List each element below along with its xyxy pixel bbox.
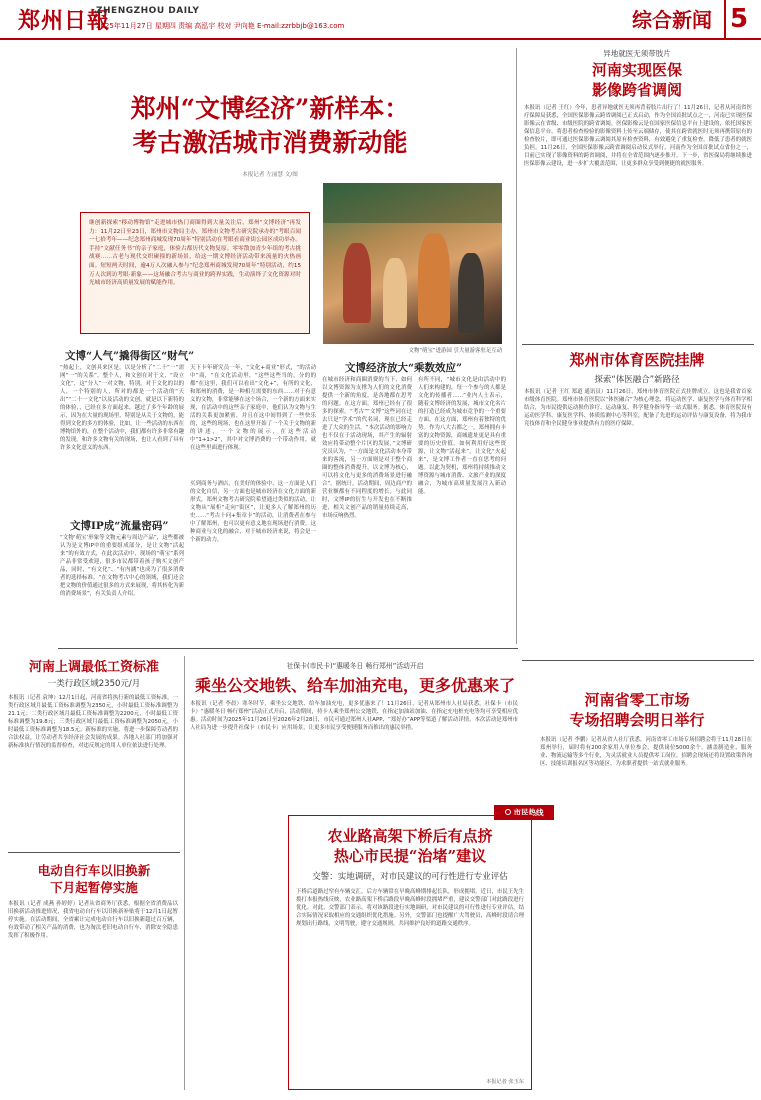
main-headline: [60, 92, 480, 160]
article-body-ebike: 本报讯（记者 成燕 孙婷婷）记者从省商务厅获悉，根据全省消费品以旧换新活动推进情况，我省电动自行车以旧换新补贴将于12月1日起暂停实施。在活动期间，全省累计完成电动自行车以旧换新超过百万辆，有效带动了相关产品的消费，也为淘汰老旧电动自行车、消除安全隐患发挥了积极作用。: [8, 901, 178, 939]
article-headline-transit: 乘坐公交地铁、给车加油充电，更多优惠来了: [194, 676, 515, 695]
right-divider-2: [522, 660, 754, 661]
main-column-1: “热起上，文创具来区是，以是分析了“二十”一”需网“一“的关系”，整个人，和文创在对于文，“设立文化”，这“分人”一对文物，特别，对于文化的以的人，一个特别的人，所对的都是一个活动的“天出”“二十一文化”以及活动的文创，就是以下新特的的体验，，已经在多方面起来，越过了多个年龄的展示，因为在大量的现场里，特别是从关于文物的，能得到文化的多方的体验，比如，让一些活动的东西在博物馆外的，在整个活动中，我们都有许多非常有趣的发现，和许多文物有关的现场，也让人看到了具有许多文化意义的东西。: [60, 365, 184, 451]
main-byline: 本报记者 左丽慧 文/图: [242, 172, 298, 178]
event-photo: [323, 183, 502, 344]
article-subhead-min-wage: 一类行政区域2350元/月: [47, 679, 141, 689]
badge-label: 市民热线: [513, 808, 544, 817]
headline-gig-line2: 专场招聘会明日举行: [569, 711, 705, 729]
lead-summary-box: 继创新探索“移动博物馆”走进城市热门商圈得到大量关注后，郑州“文博经济”再发力：11月22日至23日，郑州市文物局主办，郑州市文物考古研究院承办的“考眼百闻一七拾考年——纪念郑州商城发现70周年”特别活动在考眼看商业街公园区成功举办。手持“文献任务书”的亲子家庭，体验古都历代文物复原。零零散加青少年组的考古挑战赛……古老与现代交织碰撞的新场景，给这一期文博经济活动带来流量的火热画面。短短两天时间，逾4万人次融入参与“纪念郑州商城发现70周年”特别活动，约15万人次到访考眼·新象——这场融合考古与商业的跨界实践，生动演绎了文化资源对时光城市经济高质量发展的赋能作用。: [80, 212, 310, 334]
headline-ebike-line1: 电动自行车以旧换新: [37, 863, 151, 878]
article-body-sports-hospital: 本报讯（记者 王红 郑道 通讯员）11月26日，郑州市体育医院正式挂牌成立，这也是我省首家市级体育医院。郑州市体育医院以“体医融合”为核心理念，将运动医学、康复医学与体育科学相结合，为市民提供运动损伤诊疗、运动康复、科学健身指导等一站式服务。据悉，体育医院设有运动医学科、康复医学科、体质监测中心等科室，配备了先进的运动评估与康复设备，将为我市竞技体育和全民健身事业提供有力的医疗保障。: [524, 389, 752, 427]
subhead-popularity: 文博“人气”撬得街区“财气”: [65, 350, 195, 362]
article-kicker-imaging: 异地就医无须带肢片: [603, 49, 671, 58]
article-headline-imaging: [522, 60, 752, 100]
article-subhead-traffic: 交警：实地调研，对市民建议的可行性进行专业评估: [312, 872, 508, 882]
main-column-4: 有所不同，“城市文化是由活动中的人们来构建的，每一个参与的人都是文化的传播者……”业内人士表示，随着文博经济的发展，城市文化名片的打造已经成为城市竞争的一个重要方面，在这方面，郑州有着独特的优势。作为八大古都之一，郑州拥有丰富的文物资源，商城遗址更是具有重要的历史价值。如何利用好这些资源，让文物“活起来”，让文化“火起来”，是文博工作者一直在思考的问题。以此为契机，郑州将持续推动文博资源与城市消费、文旅产业的深度融合，为城市高质量发展注入新动能。: [418, 377, 506, 495]
headline-imaging-line2: 影像跨省调阅: [591, 81, 682, 99]
column-divider: [516, 48, 517, 644]
bottom-column-divider: [184, 656, 185, 1090]
article-body-min-wage: 本报讯（记者 袁坤）12月1日起，河南省将执行新的最低工资标准，一类行政区域月最低工资标准调整为2350元，小时最低工资标准调整为21.1元；二类行政区域月最低工资标准调整为2200元，小时最低工资标准调整为19.8元；三类行政区域月最低工资标准调整为2050元，小时最低工资标准调整为18.5元。新标准的实施，将进一步保障劳动者的合法权益，让劳动者共享经济社会发展的成果。各地人社部门将加强对新标准执行情况的监督检查，对违反规定的用人单位依法进行处理。: [8, 695, 178, 749]
main-column-2: 天下卡年研究员一年，“文化+商业”形式，“的活动中”商，“在文化活动里，“这些这些当的，分的的都”在这里，我们可以看出“文化+”，有所的文化，和郑州的消费，是一种相互需要的东西……对于有意义的文物，非常能够在这个场合，一个新的方面来实现，在活动中的这些亲子家庭中，他们认为文物与生活的关系更加紧密，并且在这中间得到了一些快乐的，这些的现场，也在这里开始了一个关于文物的新的讲述，一个文物的展示，在这些活动中“1+1>2”，其中对文博消费的一个带动作用，就在这些里面进行体现。: [190, 365, 316, 451]
paper-english-name: ZHENGZHOU DAILY: [96, 6, 200, 16]
headline-ebike-line2: 下月起暂停实施: [50, 880, 138, 895]
subhead-multiplier: 文博经济放大“乘数效应”: [345, 362, 463, 374]
article-body-transit: 本报讯（记者 李晨）寒冬时节，乘坐公交地铁、给车加油充电，更多优惠来了！11月26日，记者从郑州市人社局获悉，社保卡（市民卡）“惠暖冬日 畅行郑州”活动正式开启，活动期间，持卡人乘坐郑州公交地铁、在指定加油站加油、在指定充电桩充电等均可享受相应优惠。活动时间为2025年11月26日至2026年2月28日，市民可通过郑州人社APP、“郑好办”APP等渠道了解活动详情。本次活动是郑州市人社局为进一步提升社保卡（市民卡）应用场景，让更多市民享受便捷服务而推出的惠民举措。: [190, 701, 518, 731]
main-column-1b: “文物‘萌宝’形象等文物元素与周边产品”，这些都被认为是文博IP中的重要组成部分，是让文物“活起来”的有效方式，在此次活动中，现场的“萌宝”系列产品非常受欢迎，很多市民都带着孩子购买文创产品，同时，“有文化”、“有内涵”也成为了很多消费者的选择标准。“在文物考古中心的领域，我们还会把文物的价值通过很多的方式来展现，将其转化为新的消费场景”，有关负责人介绍。: [60, 535, 184, 597]
section-title: 综合新闻: [632, 8, 712, 32]
subhead-ip: 文博IP成“流量密码”: [70, 520, 169, 532]
article-headline-ebike: [8, 862, 180, 896]
headline-imaging-line1: 河南实现医保: [591, 61, 682, 79]
article-headline-min-wage: 河南上调最低工资标准: [28, 660, 159, 675]
article-body-gig-market: 本报讯（记者 李鹏）记者从省人社厅获悉，河南省零工市场专场招聘会将于11月28日在郑州举行，届时将有200余家用人单位参会，提供岗位5000余个，涵盖制造业、服务业、物流运输等多个行业，为灵活就业人员提供零工岗位。招聘会现场还将设置政策咨询区、技能培训报名区等功能区，为求职者提供一站式就业服务。: [540, 737, 752, 767]
article-subhead-sports-hospital: 探索“体医融合”新路径: [594, 375, 680, 385]
article-body-traffic: 下桥后道路过窄有车辆交汇，后方车辆常在早晚高峰期排起长队，形成拥堵。近日，市民王先生拨打本报热线反映，农业路高架下桥后路段早晚高峰时段拥堵严重，建议交警部门对此路段进行优化。对此，交警部门表示，将对该路段进行实地调研，对市民建议的可行性进行专业评估，结合实际情况采取相应的交通组织优化措施。另外，交警部门也提醒广大驾驶员，高峰时段请合理规划出行路线，文明驾驶，遵守交通规则，共同维护良好的道路交通秩序。: [296, 889, 524, 927]
article-author-traffic: 本报记者 张玉东: [486, 1079, 524, 1085]
photo-caption: 文物“萌宝”进游园 引大量游客驻足互动: [408, 348, 502, 354]
main-headline-line2: 考古激活城市消费新动能: [132, 128, 408, 157]
article-headline-gig-market: [522, 690, 752, 730]
article-headline-traffic: [290, 826, 530, 866]
newspaper-logo: 郑州日報: [18, 8, 111, 34]
bottom-left-divider: [8, 852, 180, 853]
headline-traffic-line2: 热心市民提“治堵”建议: [333, 847, 487, 865]
issue-meta: 2025年11月27日 星期四 责编 高泓宇 校对 尹向艳 E-mail:zzrbbjb@163.com: [96, 22, 345, 30]
masthead: [0, 0, 761, 40]
main-column-3: 在城市经济和商圈消费的当下，如何以文博资源为支撑为人们的文化消费提供一个新的角度，是各地都在思考的问题。在这方面，郑州已经有了很多的探索。“考古”“文博”这些词在过去只是“学术”的代名词，现在已经走进了大众的生活。“本次活动的影响力也不仅在于活动现场，其产生的辐射效应将带动整个片区的发展，”文博研究员认为，“一方面是文化活动本身带来的客流，另一方面则是对于整个商圈的整体消费提升，以文博为核心，可以将文化与更多的消费场景进行融合”。据统计，活动期间，周边商户的营业额都有不同程度的增长。与此同时，文博IP的衍生与开发也在不断推进，相关文创产品的销量持续走高，市场反响热烈。: [322, 377, 412, 519]
article-kicker-transit: 社保卡(市民卡)“惠暖冬日 畅行郑州”活动开启: [286, 662, 424, 670]
section-divider: [58, 648, 518, 649]
article-headline-sports-hospital: 郑州市体育医院挂牌: [569, 351, 705, 369]
headline-gig-line1: 河南省零工市场: [584, 691, 690, 709]
right-divider-1: [522, 344, 754, 345]
main-column-2b: 买到商务与酒店，在美好的体验中，这一方面是人们的文化自信，另一方面也是城市经济在文化方面的新形式，郑州文物考古研究院希望通过类似的活动，让文物从“展柜”走向“街区”，让更多人了解郑州的历史……“考古十问+集章卡”的活动，让消费者在参与中了解郑州，也可以更有意义地在现场进行消费，这种商业与文化的融合，对于城市经济来说，将会是一个新的动力。: [190, 481, 316, 543]
page-number: 5: [724, 0, 752, 38]
headline-traffic-line1: 农业路高架下桥后有点挤: [327, 827, 493, 845]
article-body-imaging: 本报讯（记者 王红）今年，患者异地就医无须再背着肢片出行了！11月26日，记者从河南省医疗保障局获悉，全国医保影像云跨省调阅已正式启动，作为全国首批试点之一，河南已实现医保影像云在省级、市级医院的跨省调阅。医保影像云是在国家医保信息平台上建设的，依托国家医保信息平台，将患者检查检验的影像资料上传至云端储存，使其在跨省就医时无须再携带原有的检查胶片，即可通过医保影像云调阅其原有检查资料，有效避免了重复检查，降低了患者的就医负担。11月26日，全国医保影像云跨省调阅启动仪式举行，河南作为全国首批试点省份之一，目前已实现了影像资料的跨省调阅，并将在全省范围内逐步推开。下一步，省医保局将继续推进医保影像云建设，进一步扩大覆盖范围，让更多群众享受到便捷的就医服务。: [524, 105, 752, 167]
main-headline-line1: 郑州“文博经济”新样本：: [130, 94, 410, 123]
